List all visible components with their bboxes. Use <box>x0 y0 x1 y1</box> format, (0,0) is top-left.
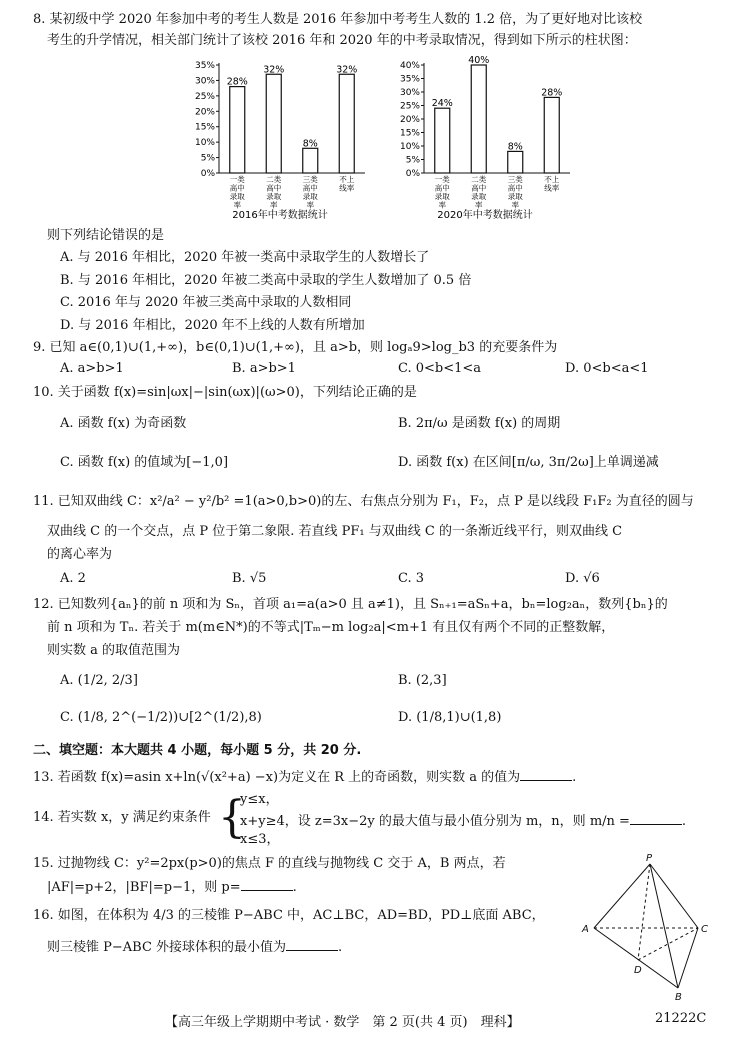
bar <box>230 87 245 173</box>
q11-option-d: D. √6 <box>565 571 600 586</box>
q14-cond2: x+y≥4，设 z=3x−2y 的最大值与最小值分别为 m，n，则 m/n = <box>240 814 630 829</box>
chart-2020-title: 2020年中考数据统计 <box>437 210 533 221</box>
tetrahedron-figure <box>580 852 710 1002</box>
q16-end: . <box>338 940 343 955</box>
y-tick-label: 0% <box>200 169 215 179</box>
q14-cond1: y≤x， <box>240 792 279 807</box>
q16-line2-row <box>47 938 342 956</box>
y-tick-label: 20% <box>399 115 420 125</box>
q11-option-c: C. 3 <box>398 571 425 586</box>
q11-line3: 的离心率为 <box>47 547 113 562</box>
bar-value-label: 28% <box>226 76 248 88</box>
q8-option-b: B. 与 2016 年相比，2020 年被二类高中录取的学生人数增加了 0.5 倍 <box>60 273 472 288</box>
q11-line2: 双曲线 C 的一个交点，点 P 位于第二象限. 若直线 PF₁ 与双曲线 C 的一条渐近线平行，则双曲线 C <box>47 524 623 539</box>
bar-value-label: 24% <box>431 98 453 110</box>
y-tick-label: 40% <box>399 61 420 71</box>
bar-value-label: 32% <box>263 64 285 76</box>
label-p: P <box>646 853 653 864</box>
q9-option-a: A. a>b>1 <box>60 361 124 376</box>
q9-option-b: B. a>b>1 <box>232 361 296 376</box>
q16-line2: 则三棱锥 P−ABC 外接球体积的最小值为 <box>47 940 287 955</box>
q8-option-c: C. 2016 年与 2020 年被三类高中录取的人数相同 <box>60 295 352 310</box>
q12-option-a: A. (1/2, 2/3] <box>60 673 138 688</box>
chart-2020 <box>390 55 580 225</box>
bar <box>339 74 354 173</box>
q14-end: . <box>681 814 687 829</box>
footer-code: 21222C <box>655 1011 707 1026</box>
q14-prefix: 14. 若实数 x，y 满足约束条件 <box>33 810 211 825</box>
category-label: 二类高中录取率 <box>266 175 282 210</box>
y-tick-label: 5% <box>405 155 420 166</box>
edge-ab <box>594 928 678 988</box>
bar-value-label: 28% <box>541 87 563 99</box>
q15-line2: |AF|=p+2，|BF|=p−1，则 p= <box>47 880 241 895</box>
q16-line1: 16. 如图，在体积为 4/3 的三棱锥 P−ABC 中，AC⊥BC，AD=BD，PD⊥底面 ABC， <box>33 908 545 923</box>
chart-2016-plot <box>195 61 365 210</box>
q9-option-d: D. 0<b<a<1 <box>565 361 649 376</box>
chart-2016-title: 2016年中考数据统计 <box>232 210 328 221</box>
q13-text: 13. 若函数 f(x)=asin x+ln(√(x²+a) −x)为定义在 R 上的奇函数，则实数 a 的值为 <box>33 770 521 785</box>
q8-option-a: A. 与 2016 年相比，2020 年被一类高中录取学生的人数增长了 <box>60 250 430 265</box>
q14-answer-blank[interactable] <box>630 812 682 825</box>
q13-answer-blank[interactable] <box>520 768 572 781</box>
q11-line1: 11. 已知双曲线 C：x²/a² − y²/b² =1(a>0,b>0)的左、右焦点分别为 F₁，F₂，点 P 是以线段 F₁F₂ 为直径的圆与 <box>33 494 694 509</box>
q14-cond2-line <box>240 812 686 830</box>
bar-value-label: 8% <box>302 138 318 150</box>
q14-cond3: x≤3， <box>240 832 280 847</box>
y-tick-label: 25% <box>194 91 215 102</box>
q15-line2-row <box>47 878 297 896</box>
bar <box>266 74 281 173</box>
category-label: 一类高中录取率 <box>229 175 245 210</box>
q15-answer-blank[interactable] <box>241 878 293 891</box>
category-label: 不上线率 <box>544 175 560 193</box>
y-tick-label: 30% <box>194 76 215 87</box>
y-tick-label: 25% <box>399 101 420 112</box>
q12-option-d: D. (1/8,1)∪(1,8) <box>398 710 502 725</box>
bar <box>435 108 450 173</box>
q14-brace: { <box>218 792 246 843</box>
q10-option-b: B. 2π/ω 是函数 f(x) 的周期 <box>398 416 561 431</box>
q15-line1: 15. 过抛物线 C：y²=2px(p>0)的焦点 F 的直线与抛物线 C 交于 A，B 两点，若 <box>33 856 506 871</box>
category-label: 一类高中录取率 <box>434 175 450 210</box>
category-label: 二类高中录取率 <box>471 175 487 210</box>
q15-end: . <box>292 880 297 895</box>
q8-option-d: D. 与 2016 年相比，2020 年不上线的人数有所增加 <box>60 318 365 333</box>
y-tick-label: 35% <box>194 61 215 71</box>
q12-line3: 则实数 a 的取值范围为 <box>47 643 181 658</box>
y-tick-label: 30% <box>399 88 420 98</box>
y-tick-label: 5% <box>200 153 215 164</box>
chart-2016 <box>185 55 375 225</box>
q12-line1: 12. 已知数列{aₙ}的前 n 项和为 Sₙ，首项 a₁=a(a>0 且 a≠1)，且 Sₙ₊₁=aSₙ+a，bₙ=log₂aₙ，数列{bₙ}的 <box>33 597 668 612</box>
q10-option-d: D. 函数 f(x) 在区间[π/ω, 3π/2ω]上单调递减 <box>398 455 659 470</box>
q10-option-a: A. 函数 f(x) 为奇函数 <box>60 416 187 431</box>
q8-line2: 考生的升学情况，相关部门统计了该校 2016 年和 2020 年的中考录取情况，得到如下所示的柱状图： <box>47 33 637 48</box>
label-c: C <box>701 924 708 935</box>
category-label: 三类高中录取率 <box>507 175 523 210</box>
q9-stem: 9. 已知 a∈(0,1)∪(1,+∞)，b∈(0,1)∪(1,+∞)，且 a>b，则 logₐ9>log_b3 的充要条件为 <box>33 340 558 355</box>
q13-line <box>33 768 576 786</box>
bar <box>471 65 486 173</box>
q12-line2: 前 n 项和为 Tₙ. 若关于 m(m∈N*)的不等式|Tₘ−m log₂a|<m+1 有且仅有两个不同的正整数解， <box>47 620 615 635</box>
y-tick-label: 35% <box>399 74 420 85</box>
bar-value-label: 8% <box>507 141 523 153</box>
q8-line1: 8. 某初级中学 2020 年参加中考的考生人数是 2016 年参加中考考生人数的 1.2 倍，为了更好地对比该校 <box>33 12 643 27</box>
q9-option-c: C. 0<b<1<a <box>398 361 482 376</box>
category-label: 三类高中录取率 <box>302 175 318 210</box>
bar-value-label: 40% <box>468 55 490 66</box>
q12-option-b: B. (2,3] <box>398 673 447 688</box>
y-tick-label: 10% <box>194 138 215 149</box>
q13-end: . <box>572 770 577 785</box>
y-tick-label: 15% <box>194 122 215 133</box>
label-a: A <box>582 924 589 935</box>
q16-answer-blank[interactable] <box>286 938 338 951</box>
q12-option-c: C. (1/8, 2^(−1/2))∪[2^(1/2),8) <box>60 710 262 725</box>
q11-option-a: A. 2 <box>60 571 86 586</box>
y-tick-label: 10% <box>399 142 420 152</box>
footer-text: 【高三年级上学期期中考试 · 数学 第 2 页(共 4 页) 理科】 <box>165 1015 520 1030</box>
q10-option-c: C. 函数 f(x) 的值域为[−1,0] <box>60 455 229 470</box>
bar-value-label: 32% <box>336 64 358 76</box>
bar <box>303 148 318 173</box>
y-tick-label: 0% <box>405 169 420 179</box>
chart-2020-plot <box>400 55 570 210</box>
edge-pa <box>594 864 650 928</box>
bar <box>508 151 523 173</box>
y-tick-label: 20% <box>194 107 215 118</box>
category-label: 不上线率 <box>339 175 355 193</box>
section-2-heading: 二、填空题：本大题共 4 小题，每小题 5 分，共 20 分. <box>33 743 362 758</box>
bar <box>544 97 559 173</box>
label-b: B <box>675 992 682 1002</box>
edge-pd <box>638 864 650 960</box>
y-tick-label: 15% <box>399 128 420 139</box>
q8-lead: 则下列结论错误的是 <box>47 228 165 243</box>
q10-stem: 10. 关于函数 f(x)=sin|ωx|−|sin(ωx)|(ω>0)，下列结论正确的是 <box>33 385 417 400</box>
label-d: D <box>634 965 642 976</box>
q11-option-b: B. √5 <box>232 571 267 586</box>
